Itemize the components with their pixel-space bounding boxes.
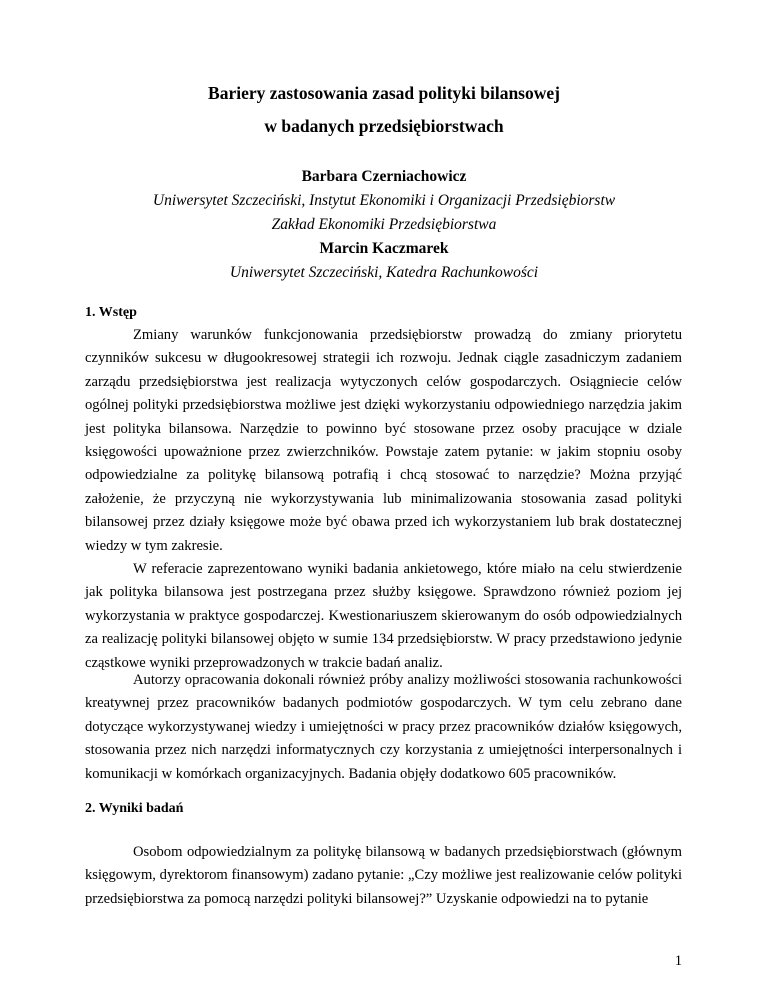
- section-1-paragraph-1: [85, 324, 682, 558]
- affiliation-1-line-2: Zakład Ekonomiki Przedsiębiorstwa: [271, 216, 497, 233]
- paragraph-text: W referacie zaprezentowano wyniki badania ankietowego, które miało na celu stwierdzenie jak polityka bilansowa jest postrzegana przez służby księgowe. Sprawdzono również poziom jej wykorzystania w praktyce gospodarczej. Kwestionariuszem skierowanym do osób odpowiedzialnych za realizację polityki bilansowej objęto w sumie 134 przedsiębiorstw. W pracy przedstawiono jedynie cząstkowe wyniki przeprowadzonych w trakcie badań analiz.: [85, 561, 682, 671]
- paragraph-text: Zmiany warunków funkcjonowania przedsiębiorstw prowadzą do zmiany priorytetu czynników sukcesu w długookresowej strategii ich rozwoju. Jednak ciągle zasadniczym zadaniem zarządu przedsiębiorstwa jest realizacja wytyczonych celów gospodarczych. Osiągniecie celów ogólnej polityki przedsiębiorstwa możliwe jest dzięki wykorzystaniu odpowiedniego narzędzia jakim jest polityka bilansowa. Narzędzie to powinno być stosowane przez osoby pracujące w dziale księgowości upoważnione przez zwierzchników. Powstaje zatem pytanie: w jakim stopniu osoby odpowiedzialne za politykę bilansową potrafią i chcą stosować to narzędzie? Można przyjąć założenie, że przyczyną nie wykorzystywania lub minimalizowania stosowania zasad polityki bilansowej przez działy księgowe może być obawa przed ich wykorzystaniem lub brak dostatecznej wiedzy w tym zakresie.: [85, 327, 682, 554]
- paragraph-text: Osobom odpowiedzialnym za politykę bilansową w badanych przedsiębiorstwach (głównym księgowym, dyrektorom finansowym) zadano pytanie: „Czy możliwe jest realizowanie celów polityki przedsiębiorstwa za pomocą narzędzi polityki bilansowej?” Uzyskanie odpowiedzi na to pytanie: [85, 844, 682, 907]
- page-number: 1: [674, 953, 682, 969]
- section-1-paragraph-2: [85, 558, 682, 675]
- affiliation-2: Uniwersytet Szczeciński, Katedra Rachunkowości: [229, 264, 539, 281]
- author-1: Barbara Czerniachowicz: [301, 168, 467, 185]
- paragraph-text: Autorzy opracowania dokonali również próby analizy możliwości stosowania rachunkowości kreatywnej przez pracowników badanych podmiotów gospodarczych. W tym celu zebrano dane dotyczące wykorzystywanej wiedzy i umiejętności w pracy przez pracowników działów księgowych, stosowania przez nich narzędzi informatycznych czy korzystania z umiejętności interpersonalnych i komunikacji w komórkach organizacyjnych. Badania objęły dodatkowo 605 pracowników.: [85, 672, 682, 782]
- title-line-1: Bariery zastosowania zasad polityki bilansowej: [208, 83, 560, 103]
- section-2-paragraph-1: [85, 841, 682, 911]
- title-line-2: w badanych przedsiębiorstwach: [264, 116, 504, 136]
- section-1-paragraph-3: [85, 669, 682, 786]
- affiliation-1-line-1: Uniwersytet Szczeciński, Instytut Ekonomiki i Organizacji Przedsiębiorstw: [152, 192, 616, 209]
- section-2-heading: 2. Wyniki badań: [85, 801, 184, 816]
- author-2: Marcin Kaczmarek: [319, 240, 449, 257]
- section-1-heading: 1. Wstęp: [85, 305, 137, 320]
